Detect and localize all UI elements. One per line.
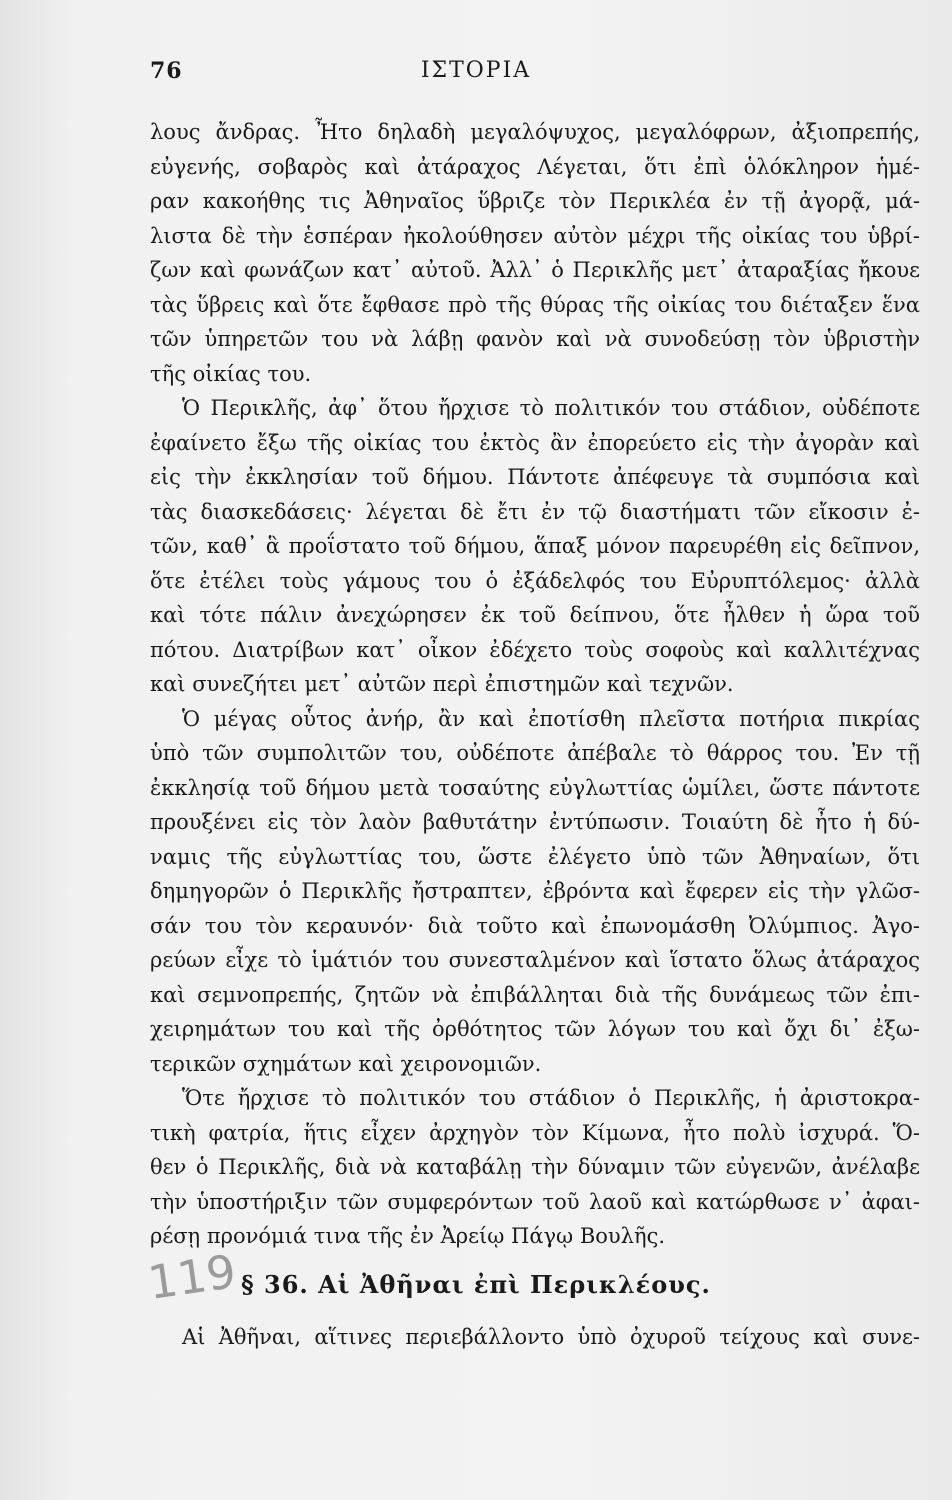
body-line: τικὴ φατρία, ἥτις εἶχεν ἀρχηγὸν τὸν Κίμωνα, ἦτο πολὺ ἰσχυρά. Ὅ- [150,1120,920,1145]
paragraph-start: Ὅτε ἤρχισε τὸ πολιτικόν του στάδιον ὁ Περικλῆς, ἡ ἀριστοκρα- [182,1086,920,1110]
body-line: ζων καὶ φωνάζων κατ᾽ αὐτοῦ. Ἀλλ᾽ ὁ Περικλῆς μετ᾽ ἀταραξίας ἤκουε [150,258,920,282]
body-line: τὰς διασκεδάσεις· λέγεται δὲ ἔτι ἐν τῷ διαστήματι τῶν εἴκοσιν ἐ- [150,499,920,524]
body-line: δημηγορῶν ὁ Περικλῆς ἤστραπτεν, ἐβρόντα καὶ ἔφερεν εἰς τὴν γλῶσ- [150,879,920,903]
body-line: λιστα δὲ τὴν ἑσπέραν ἠκολούθησεν αὐτὸν μέχρι τῆς οἰκίας του ὑβρί- [150,223,920,248]
paragraph-start: Ὁ μέγας οὗτος ἀνήρ, ἂν καὶ ἐποτίσθη πλεῖστα ποτήρια πικρίας [182,706,920,731]
body-line: σάν του τὸν κεραυνόν· διὰ τοῦτο καὶ ἐπωνομάσθη Ὀλύμπιος. Ἀγο- [150,913,920,938]
body-line: προυξένει εἰς τὸν λαὸν βαθυτάτην ἐντύπωσιν. Τοιαύτη δὲ ἦτο ἡ δύ- [150,810,920,834]
body-line: τὰς ὕβρεις καὶ ὅτε ἔφθασε πρὸ τῆς θύρας τῆς οἰκίας του διέταξεν ἕνα [150,292,920,317]
body-line: εἰς τὴν ἐκκλησίαν τοῦ δήμου. Πάντοτε ἀπέφευγε τὰ συμπόσια καὶ [150,465,920,489]
body-line: καὶ σεμνοπρεπής, ζητῶν νὰ ἐπιβάλληται διὰ τῆς δυνάμεως τῶν ἐπι- [150,982,920,1007]
body-line: χειρημάτων του καὶ τῆς ὀρθότητος τῶν λόγων του καὶ ὄχι δι᾽ ἐξω- [150,1017,920,1041]
section-heading: § 36. Αἱ Ἀθῆναι ἐπὶ Περικλέους. [241,1270,711,1299]
body-line: ρέσῃ προνόμιά τινα τῆς ἐν Ἀρείῳ Πάγῳ Βουλῆς. [150,1224,666,1248]
body-line: λους ἄνδρας. Ἦτο δηλαδὴ μεγαλόψυχος, μεγαλόφρων, ἀξιοπρεπής, [150,120,920,144]
paragraph-start: Ὁ Περικλῆς, ἀφ᾽ ὅτου ἤρχισε τὸ πολιτικόν του στάδιον, οὐδέποτε [182,396,920,420]
body-line: καὶ τότε πάλιν ἀνεχώρησεν ἐκ τοῦ δείπνου, ὅτε ἦλθεν ἡ ὥρα τοῦ [150,603,920,627]
body-line: καὶ συνεζήτει μετ᾽ αὐτῶν περὶ ἐπιστημῶν καὶ τεχνῶν. [150,672,734,696]
body-line: τῶν ὑπηρετῶν του νὰ λάβῃ φανὸν καὶ νὰ συνοδεύσῃ τὸν ὑβριστὴν [150,327,920,351]
body-line: ναμις τῆς εὐγλωττίας του, ὥστε ἐλέγετο ὑπὸ τῶν Ἀθηναίων, ὅτι [150,844,920,869]
final-text-block [150,1320,920,1355]
body-line: ἐκκλησίᾳ τοῦ δήμου μετὰ τοσαύτης εὐγλωττίας ὡμίλει, ὥστε πάντοτε [150,775,920,800]
body-line: ὑπὸ τῶν συμπολιτῶν του, οὐδέποτε ἀπέβαλε τὸ θάρρος του. Ἐν τῇ [150,741,920,765]
body-line: ραν κακοήθης τις Ἀθηναῖος ὕβριζε τὸν Περικλέα ἐν τῇ ἀγορᾷ, μά- [150,189,920,213]
body-line: εὐγενής, σοβαρὸς καὶ ἀτάραχος Λέγεται, ὅτι ἐπὶ ὁλόκληρον ἡμέ- [150,154,920,179]
paragraph-start: Αἱ Ἀθῆναι, αἵτινες περιεβάλλοντο ὑπὸ ὀχυροῦ τείχους καὶ συνε- [182,1325,920,1349]
running-title: ΙΣΤΟΡΙΑ [420,58,532,83]
body-line: ρεύων εἶχε τὸ ἱμάτιόν του συνεσταλμένον καὶ ἵστατο ὅλως ἀτάραχος [150,948,920,972]
body-line: τερικῶν σχημάτων καὶ χειρονομιῶν. [150,1051,542,1076]
page-number: 76 [150,58,183,84]
body-line: ἐφαίνετο ἔξω τῆς οἰκίας του ἐκτὸς ἂν ἐπορεύετο εἰς τὴν ἀγορὰν καὶ [150,430,920,455]
body-text [150,115,920,1254]
body-line: τὴν ὑποστήριξιν τῶν συμφερόντων τοῦ λαοῦ καὶ κατώρθωσε ν᾽ ἀφαι- [150,1189,920,1214]
body-line: τῆς οἰκίας του. [150,361,312,386]
body-line: ὅτε ἐτέλει τοὺς γάμους του ὁ ἐξάδελφός του Εὐρυπτόλεμος· ἀλλὰ [150,568,920,593]
body-line: τῶν, καθ᾽ ἃ προΐστατο τοῦ δήμου, ἅπαξ μόνον παρευρέθη εἰς δεῖπνον, [150,534,920,558]
body-line: θεν ὁ Περικλῆς, διὰ νὰ καταβάλῃ τὴν δύναμιν τῶν εὐγενῶν, ἀνέλαβε [150,1155,920,1179]
handwritten-note: 119 [144,1244,240,1310]
body-line: πότου. Διατρίβων κατ᾽ οἶκον ἐδέχετο τοὺς σοφοὺς καὶ καλλιτέχνας [150,637,920,662]
